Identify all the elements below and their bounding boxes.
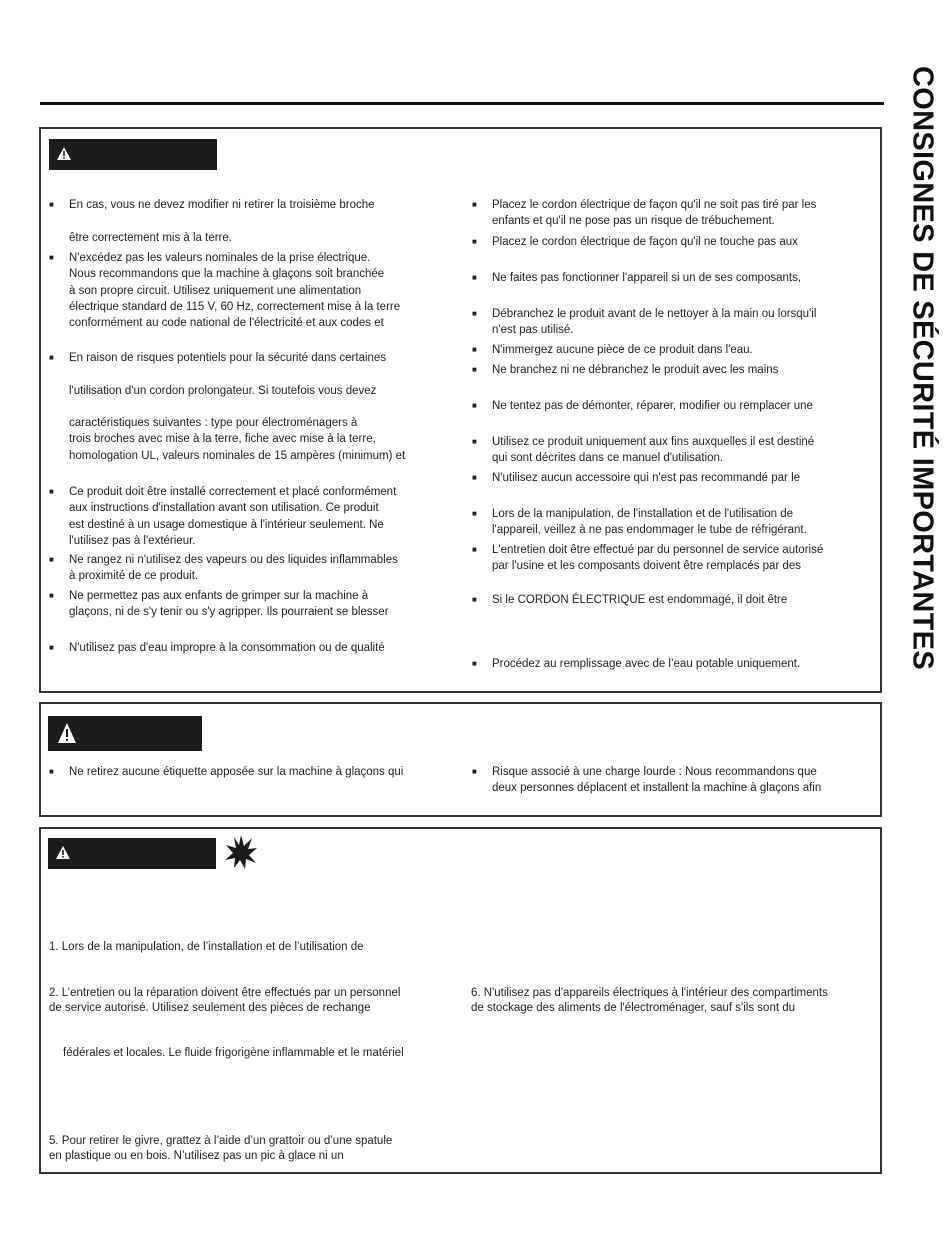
bullet-item: ■ Procédez au remplissage avec de l’eau potable uniquement. [472, 656, 864, 672]
bullet-item: ■ Ne permettez pas aux enfants de grimper sur la machine à glaçons, ni de s'y tenir ou s'y agripper. Ils pourraient se blesser [49, 588, 454, 621]
bullet-item: ■ Ne faites pas fonctionner l'appareil si un de ses composants, [472, 270, 864, 286]
caution-box [39, 702, 882, 817]
top-rule [40, 102, 884, 105]
warning-box-electrical [39, 127, 882, 693]
bullet-item: ■ Placez le cordon électrique de façon qu'il ne soit pas tiré par les enfants et qu'il ne pose pas un risque de trébuchement. [472, 197, 864, 230]
text-line: fédérales et locales. Le fluide frigorigène inflammable et le matériel [63, 1047, 404, 1059]
warning-triangle-icon [56, 846, 70, 859]
bullet-item: ■ Lors de la manipulation, de l'installation et de l'utilisation de l'appareil, veillez à ne pas endommager le tube de réfrigérant. [472, 506, 864, 539]
text-line: caractéristiques suivantes : type pour électroménagers à trois broches avec mise à la terre, fiche avec mise à la terre, homologation UL, valeurs nominales de 15 ampères (minimum) et [69, 417, 406, 462]
warning-triangle-icon [58, 723, 76, 743]
bullet-item: ■ En cas, vous ne devez modifier ni retirer la troisième broche [49, 197, 454, 213]
bullet-item: ■ Ne tentez pas de démonter, réparer, modifier ou remplacer une [472, 398, 864, 414]
fire-warning-box [39, 827, 882, 1174]
side-title: CONSIGNES DE SÉCURITÉ IMPORTANTES [906, 66, 939, 670]
warning-triangle-icon [57, 147, 71, 160]
bullet-item: ■ L'entretien doit être effectué par du personnel de service autorisé par l'usine et les composants doivent être remplacés par des [472, 542, 864, 575]
flammable-hazard-icon [225, 835, 257, 869]
bullet-item: ■ Ce produit doit être installé correctement et placé conformément aux instructions d'installation avant son utilisation. Ce produit est destiné à un usage domestique à l'intérieur seulement. Ne l'utilisez pas à l'extérieur. [49, 484, 454, 549]
numbered-item: 5. Pour retirer le givre, grattez à l’aide d’un grattoir ou d’une spatule en plastique ou en bois. N’utilisez pas un pic à glace ni un [49, 1135, 393, 1162]
numbered-item: 2. L’entretien ou la réparation doivent être effectués par un personnel de service autorisé. Utilisez seulement des pièces de rechange [49, 987, 401, 1014]
bullet-item: ■ Utilisez ce produit uniquement aux fins auxquelles il est destiné qui sont décrites dans ce manuel d'utilisation. [472, 434, 864, 467]
bullet-item: ■ N'immergez aucune pièce de ce produit dans l'eau. [472, 342, 864, 358]
bullet-item: ■ Si le CORDON ÉLECTRIQUE est endommagé, il doit être [472, 592, 864, 608]
bullet-item: ■ Ne rangez ni n'utilisez des vapeurs ou des liquides inflammables à proximité de ce produit. [49, 552, 454, 585]
bullet-item: ■ Ne branchez ni ne débranchez le produit avec les mains [472, 362, 864, 378]
bullet-item: ■ N'excédez pas les valeurs nominales de la prise électrique. Nous recommandons que la machine à glaçons soit branchée à son propre circuit. Utilisez uniquement une alimentation électrique standard de 115 V, 60 Hz, correctement mise à la terre conformément au code national de l'électricité et aux codes et [49, 250, 454, 331]
numbered-item: 1. Lors de la manipulation, de l’installation et de l’utilisation de [49, 941, 364, 953]
bullet-item: ■ Ne retirez aucune étiquette apposée sur la machine à glaçons qui [49, 764, 454, 780]
bullet-item: ■ N'utilisez aucun accessoire qui n'est pas recommandé par le [472, 470, 864, 486]
bullet-item: ■ En raison de risques potentiels pour la sécurité dans certaines [49, 350, 454, 366]
caution-badge [48, 716, 202, 751]
text-line: l'utilisation d'un cordon prolongateur. Si toutefois vous devez [69, 385, 377, 397]
bullet-item: ■ Débranchez le produit avant de le nettoyer à la main ou lorsqu'il n'est pas utilisé. [472, 306, 864, 339]
warning-badge [48, 838, 216, 869]
numbered-item: 6. N'utilisez pas d'appareils électriques à l'intérieur des compartiments de stockage des aliments de l'électroménager, sauf s'ils sont du [471, 987, 828, 1014]
warning-badge [49, 139, 217, 170]
bullet-item: ■ N'utilisez pas d'eau impropre à la consommation ou de qualité [49, 640, 454, 656]
text-line: être correctement mis à la terre. [69, 232, 232, 244]
bullet-item: ■ Placez le cordon électrique de façon qu'il ne touche pas aux [472, 234, 864, 250]
bullet-item: ■ Risque associé à une charge lourde : Nous recommandons que deux personnes déplacent et installent la machine à glaçons afin [472, 764, 864, 797]
